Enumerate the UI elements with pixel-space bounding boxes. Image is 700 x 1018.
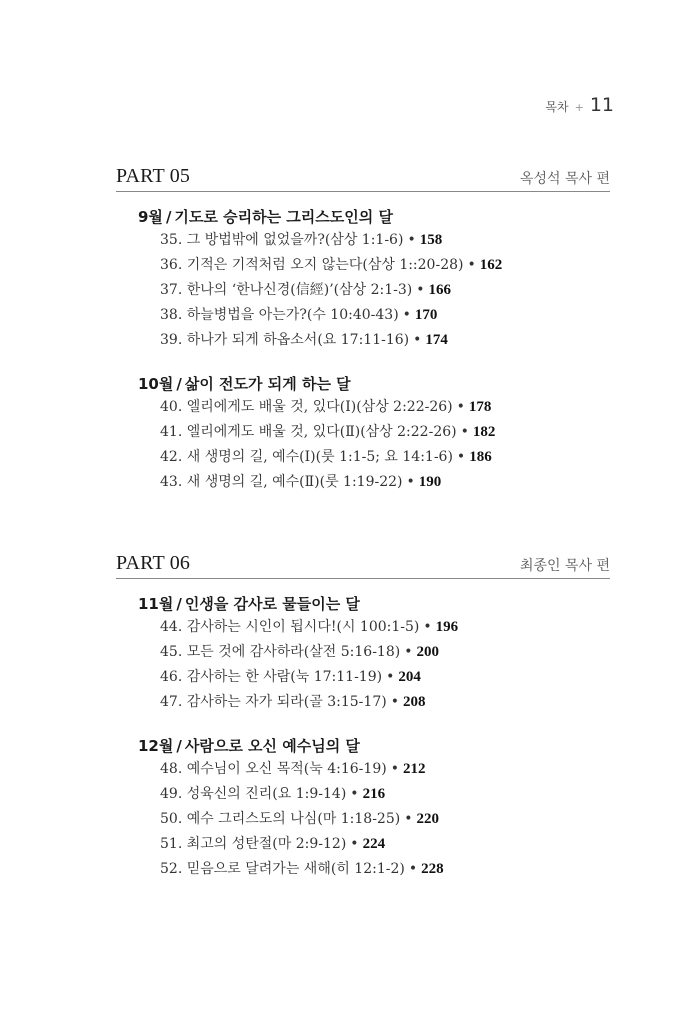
header-separator: + xyxy=(574,101,584,114)
entry-bullet: • xyxy=(402,307,411,323)
month-label: 11월 xyxy=(138,595,174,613)
entry-bullet: • xyxy=(413,332,422,348)
entry-page: 216 xyxy=(362,786,386,802)
part-title: PART 05 xyxy=(116,165,191,187)
part-author: 최종인 목사 편 xyxy=(519,558,610,574)
entry-page: 166 xyxy=(428,282,452,298)
month-heading xyxy=(138,735,610,757)
month-subtitle: 사람으로 오신 예수님의 달 xyxy=(184,737,360,755)
entry-text: 52. 믿음으로 달려가는 새해(히 12:1-2) xyxy=(160,861,405,877)
month-label: 12월 xyxy=(138,737,174,755)
toc-entry[interactable] xyxy=(160,832,610,857)
entry-page: 186 xyxy=(469,449,492,465)
entry-page: 208 xyxy=(402,694,426,710)
toc-entry[interactable] xyxy=(160,782,610,807)
month-heading xyxy=(138,373,610,395)
entry-bullet: • xyxy=(390,761,399,777)
entry-text: 41. 엘리에게도 배울 것, 있다(Ⅱ)(삼상 2:22-26) xyxy=(160,424,457,440)
entry-page: 224 xyxy=(362,836,386,852)
toc-entry[interactable] xyxy=(160,445,610,470)
part-title: PART 06 xyxy=(116,552,191,574)
toc-entry[interactable] xyxy=(160,470,610,495)
entry-page: 220 xyxy=(416,811,439,827)
toc-entry[interactable] xyxy=(160,253,610,278)
entry-bullet: • xyxy=(404,644,413,660)
entry-text: 36. 기적은 기적처럼 오지 않는다(삼상 1::20-28) xyxy=(160,257,464,273)
entry-page: 182 xyxy=(472,424,496,440)
month-heading xyxy=(138,206,610,228)
entry-text: 35. 그 방법밖에 없었을까?(삼상 1:1-6) xyxy=(160,232,404,248)
month-block-october xyxy=(116,373,610,495)
entry-page: 174 xyxy=(425,332,448,348)
part-header xyxy=(116,162,610,192)
entry-text: 50. 예수 그리스도의 나심(마 1:18-25) xyxy=(160,811,401,827)
entry-page: 158 xyxy=(419,232,443,248)
toc-entry[interactable] xyxy=(160,665,610,690)
month-heading xyxy=(138,593,610,615)
entry-page: 228 xyxy=(421,861,444,877)
entry-text: 40. 엘리에게도 배울 것, 있다(Ⅰ)(삼상 2:22-26) xyxy=(160,399,453,415)
entry-bullet: • xyxy=(350,786,359,802)
entry-page: 170 xyxy=(414,307,438,323)
entry-text: 43. 새 생명의 길, 예수(Ⅱ)(룻 1:19-22) xyxy=(160,474,403,490)
entry-bullet: • xyxy=(407,232,416,248)
toc-entry[interactable] xyxy=(160,420,610,445)
entry-text: 44. 감사하는 시인이 됩시다!(시 100:1-5) xyxy=(160,619,420,635)
toc-entry[interactable] xyxy=(160,640,610,665)
entry-text: 39. 하나가 되게 하옵소서(요 17:11-16) xyxy=(160,332,410,348)
toc-entry[interactable] xyxy=(160,278,610,303)
entry-bullet: • xyxy=(404,811,413,827)
entry-bullet: • xyxy=(406,474,415,490)
entry-text: 37. 한나의 ‘한나신경(信經)’(삼상 2:1-3) xyxy=(160,282,413,298)
month-slash: / xyxy=(176,375,182,393)
month-label: 10월 xyxy=(138,375,174,393)
entry-bullet: • xyxy=(456,399,465,415)
toc-entry[interactable] xyxy=(160,807,610,832)
entry-bullet: • xyxy=(467,257,476,273)
toc-entry[interactable] xyxy=(160,757,610,782)
entry-bullet: • xyxy=(350,836,359,852)
entry-text: 38. 하늘병법을 아는가?(수 10:40-43) xyxy=(160,307,399,323)
entry-page: 162 xyxy=(479,257,503,273)
entry-bullet: • xyxy=(456,449,466,465)
month-label: 9월 xyxy=(138,208,163,226)
entry-bullet: • xyxy=(423,619,432,635)
entry-bullet: • xyxy=(460,424,469,440)
entry-page: 204 xyxy=(398,669,421,685)
entry-text: 42. 새 생명의 길, 예수(Ⅰ)(룻 1:1-5; 요 14:1-6) xyxy=(160,449,453,465)
part-05-section xyxy=(116,162,610,495)
toc-entry[interactable] xyxy=(160,303,610,328)
toc-entry[interactable] xyxy=(160,395,610,420)
entry-text: 49. 성육신의 진리(요 1:9-14) xyxy=(160,786,347,802)
month-subtitle: 인생을 감사로 물들이는 달 xyxy=(184,595,360,613)
month-block-december xyxy=(116,735,610,882)
entry-bullet: • xyxy=(408,861,418,877)
entry-text: 48. 예수님이 오신 목적(눅 4:16-19) xyxy=(160,761,387,777)
month-slash: / xyxy=(176,737,182,755)
page-number: 11 xyxy=(589,94,614,116)
part-header xyxy=(116,549,610,579)
month-subtitle: 삶이 전도가 되게 하는 달 xyxy=(184,375,351,393)
entry-bullet: • xyxy=(390,694,399,710)
entry-text: 45. 모든 것에 감사하라(살전 5:16-18) xyxy=(160,644,401,660)
month-slash: / xyxy=(165,208,172,226)
month-block-september xyxy=(116,206,610,353)
entry-page: 200 xyxy=(416,644,439,660)
month-subtitle: 기도로 승리하는 그리스도인의 달 xyxy=(174,208,393,226)
toc-entry[interactable] xyxy=(160,615,610,640)
entry-page: 178 xyxy=(468,399,492,415)
toc-entry[interactable] xyxy=(160,228,610,253)
entry-page: 190 xyxy=(418,474,442,490)
running-header xyxy=(545,94,614,116)
entry-text: 47. 감사하는 자가 되라(골 3:15-17) xyxy=(160,694,387,710)
part-author: 옥성석 목사 편 xyxy=(519,171,610,187)
entry-text: 51. 최고의 성탄절(마 2:9-12) xyxy=(160,836,347,852)
header-label: 목차 xyxy=(545,100,569,114)
entry-page: 196 xyxy=(435,619,459,635)
toc-entry[interactable] xyxy=(160,690,610,715)
toc-entry[interactable] xyxy=(160,328,610,353)
part-06-section xyxy=(116,549,610,882)
toc-entry[interactable] xyxy=(160,857,610,882)
month-slash: / xyxy=(176,595,182,613)
entry-bullet: • xyxy=(416,282,425,298)
entry-page: 212 xyxy=(402,761,426,777)
month-block-november xyxy=(116,593,610,715)
entry-text: 46. 감사하는 한 사람(눅 17:11-19) xyxy=(160,669,383,685)
entry-bullet: • xyxy=(386,669,395,685)
